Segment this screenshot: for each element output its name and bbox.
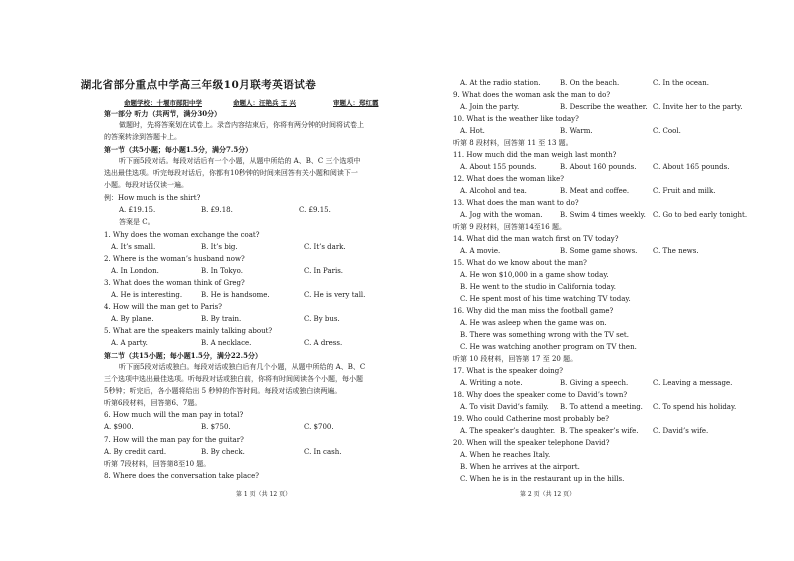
option: A. Writing a note. (460, 379, 523, 387)
part1-title: 第一部分 听力（共两节，满分30分） (104, 109, 222, 118)
option: B. Giving a speech. (560, 379, 629, 387)
option: A. He won $10,000 in a game show today. (460, 271, 609, 279)
question: 11. How much did the man weigh last month? (453, 151, 617, 159)
option: B. By check. (201, 448, 245, 456)
question: 1. Why does the woman exchange the coat? (104, 231, 260, 239)
option: B. $750. (201, 423, 231, 431)
question: 7. How will the man pay for the guitar? (104, 436, 244, 444)
question: 14. What did the man watch first on TV today? (453, 235, 619, 243)
option: A. It’s small. (111, 243, 156, 251)
option: B. Describe the weather. (560, 103, 648, 111)
option: B. Meat and coffee. (560, 187, 630, 195)
question: 4. How will the man get to Paris? (104, 303, 223, 311)
question: 5. What are the speakers mainly talking about? (104, 327, 273, 335)
section1-title: 第一节（共5小题；每小题1.5分，满分7.5分） (104, 145, 253, 154)
option: C. Cool. (653, 127, 681, 135)
option: A. By plane. (111, 315, 154, 323)
option: A. $900. (104, 423, 134, 431)
setter-school: 命题学校：十堰市郧阳中学 (124, 99, 202, 107)
option: B. In Tokyo. (201, 267, 243, 275)
option: C. £9.15. (299, 206, 331, 214)
page-footer: 第 2 页（共 12 页） (520, 491, 576, 498)
option: C. It’s dark. (304, 243, 346, 251)
reviewer: 审题人：郑红霞 (333, 99, 379, 107)
question: 8. Where does the conversation take place? (104, 472, 259, 480)
option: A. Join the party. (460, 103, 520, 111)
question: 19. Who could Catherine most probably be? (453, 415, 609, 423)
question: 12. What does the woman like? (453, 175, 564, 183)
option: C. When he is in the restaurant up in the hills. (460, 475, 625, 483)
option: B. Some game shows. (560, 247, 638, 255)
option: A. By credit card. (104, 448, 167, 456)
option: A. About 155 pounds. (460, 163, 537, 171)
example-question: 例：How much is the shirt? (104, 194, 201, 202)
listening-instruction: 听第 8 段材料，回答第 11 至 13 题。 (453, 139, 573, 147)
section1-intro-line: 小题。每段对话仅读一遍。 (104, 181, 188, 189)
option: C. Invite her to the party. (653, 103, 743, 111)
setter-people: 命题人：汪艳兵 王 兴 (233, 99, 297, 107)
option: B. On the beach. (560, 79, 620, 87)
option: B. There was something wrong with the TV set. (460, 331, 629, 339)
option: C. The news. (653, 247, 699, 255)
question: 15. What do we know about the man? (453, 259, 587, 267)
option: C. Fruit and milk. (653, 187, 716, 195)
section2-intro-line: 三个选项中选出最佳选项。听每段对话或独白前，你将有时间阅读各个小题，每小题 (104, 375, 363, 383)
option: A. Hot. (460, 127, 485, 135)
option: A. £19.15. (119, 206, 156, 214)
option: B. Swim 4 times weekly. (560, 211, 646, 219)
option: C. He spent most of his time watching TV today. (460, 295, 631, 303)
part1-intro-line: 的答案转涂到答题卡上。 (104, 133, 181, 141)
question: 2. Where is the woman’s husband now? (104, 255, 245, 263)
option: C. $700. (304, 423, 334, 431)
option: A. He is interesting. (111, 291, 183, 299)
question: 10. What is the weather like today? (453, 115, 579, 123)
option: B. By train. (201, 315, 242, 323)
option: B. He went to the studio in California today. (460, 283, 616, 291)
option: C. In Paris. (304, 267, 344, 275)
option: B. It’s big. (201, 243, 238, 251)
question: 9. What does the woman ask the man to do? (453, 91, 611, 99)
option: A. He was asleep when the game was on. (460, 319, 607, 327)
question: 18. Why does the speaker come to David’s town? (453, 391, 628, 399)
listening-instruction: 听第 9 段材料，回答第14至16 题。 (453, 223, 566, 231)
option: C. About 165 pounds. (653, 163, 730, 171)
option: C. He is very tall. (304, 291, 366, 299)
listening-instruction: 听第6段材料，回答第6、7题。 (104, 399, 202, 407)
option: A. A movie. (460, 247, 501, 255)
listening-instruction: 听第 7段材料，回答第8至10 题。 (104, 460, 211, 468)
option: A. The speaker’s daughter. (460, 427, 556, 435)
question: 16. Why did the man miss the football game? (453, 307, 614, 315)
section1-intro-line: 听下面5段对话。每段对话后有一个小题，从题中所给的 A、B、C 三个选项中 (119, 157, 361, 165)
option: C. In the ocean. (653, 79, 709, 87)
section2-intro-line: 5秒钟；听完后，各小题将给出 5 秒钟的作答时间。每段对话或独白读两遍。 (104, 387, 342, 395)
option: B. About 160 pounds. (560, 163, 637, 171)
option: B. Warm. (560, 127, 593, 135)
option: C. He was watching another program on TV then. (460, 343, 637, 351)
option: B. He is handsome. (201, 291, 270, 299)
exam-title: 湖北省部分重点中学高三年级10月联考英语试卷 (80, 79, 317, 91)
option: A. A party. (111, 339, 148, 347)
option: C. To spend his holiday. (653, 403, 737, 411)
listening-instruction: 听第 10 段材料，回答第 17 至 20 题。 (453, 355, 578, 363)
option: B. To attend a meeting. (560, 403, 643, 411)
section2-intro-line: 听下面5段对话或独白。每段对话或独白后有几个小题，从题中所给的 A、B、C (119, 363, 366, 371)
option: B. The speaker’s wife. (560, 427, 639, 435)
question: 13. What does the man want to do? (453, 199, 579, 207)
section2-title: 第二节（共15小题；每小题1.5分，满分22.5分） (104, 351, 262, 360)
option: B. £9.18. (201, 206, 233, 214)
option: C. In cash. (304, 448, 342, 456)
right-page (397, 0, 794, 561)
page-footer: 第 1 页（共 12 页） (236, 491, 292, 498)
question: 6. How much will the man pay in total? (104, 411, 244, 419)
option: A. Alcohol and tea. (460, 187, 527, 195)
option: B. A necklace. (201, 339, 252, 347)
option: C. David’s wife. (653, 427, 709, 435)
question: 20. When will the speaker telephone David? (453, 439, 610, 447)
part1-intro-line: 做题时，先将答案划在试卷上。录音内容结束后，你将有两分钟的时间将试卷上 (119, 121, 364, 129)
question: 17. What is the speaker doing? (453, 367, 564, 375)
option: A. At the radio station. (460, 79, 541, 87)
option: C. Go to bed early tonight. (653, 211, 748, 219)
option: C. Leaving a message. (653, 379, 733, 387)
question: 3. What does the woman think of Greg? (104, 279, 245, 287)
option: C. A dress. (304, 339, 343, 347)
option: C. By bus. (304, 315, 340, 323)
option: A. When he reaches Italy. (460, 451, 551, 459)
option: A. In London. (111, 267, 159, 275)
option: A. To visit David’s family. (460, 403, 549, 411)
option: A. Jog with the woman. (460, 211, 543, 219)
section1-intro-line: 选出最佳选项。听完每段对话后，你都有10秒钟的时间来回答有关小题和阅读下一 (104, 169, 358, 177)
option: B. When he arrives at the airport. (460, 463, 580, 471)
example-answer: 答案是 C。 (119, 218, 155, 226)
